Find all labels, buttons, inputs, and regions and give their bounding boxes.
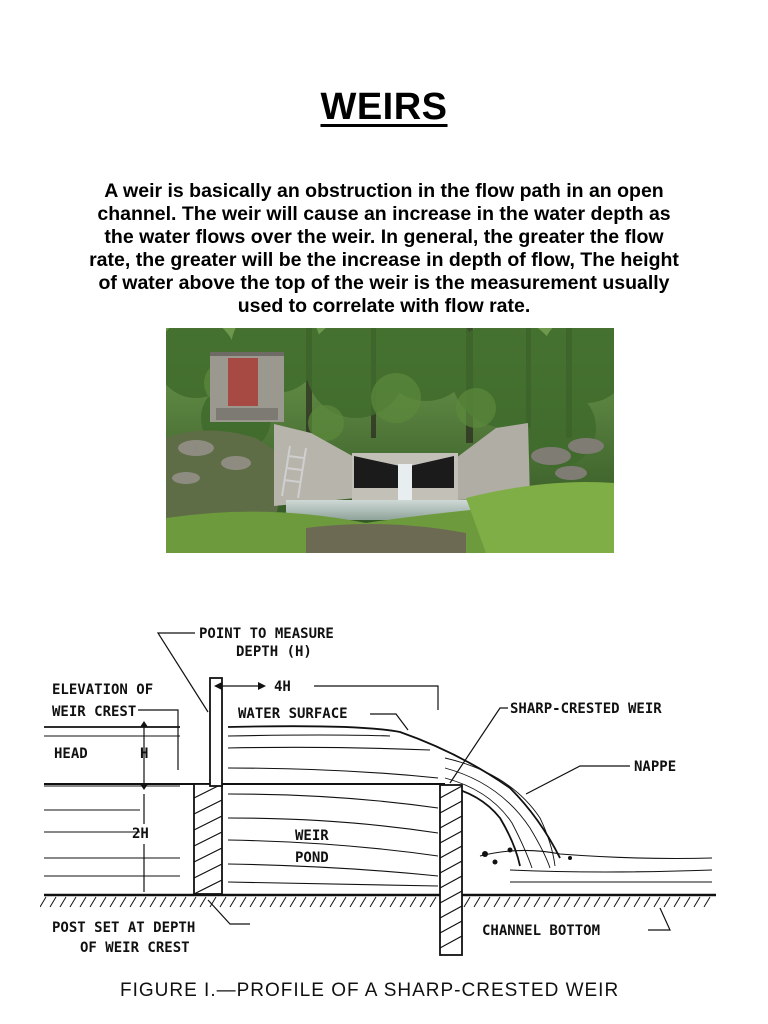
label-point-to-measure: POINT TO MEASURE [199, 626, 334, 642]
weir-profile-diagram [40, 618, 730, 1013]
label-nappe: NAPPE [634, 759, 677, 775]
weir-photo [166, 328, 614, 553]
label-depth-h: DEPTH (H) [236, 644, 312, 660]
label-head: HEAD [54, 746, 88, 762]
label-h: H [140, 746, 149, 762]
label-sharp-crested-weir: SHARP-CRESTED WEIR [510, 701, 662, 717]
page-title: WEIRS [320, 86, 448, 128]
label-of-weir-crest: OF WEIR CREST [80, 940, 190, 956]
label-elevation-of: ELEVATION OF [52, 682, 154, 698]
label-2h: 2H [132, 826, 149, 842]
label-pond: POND [295, 850, 329, 866]
label-4h: 4H [274, 679, 291, 695]
label-weir-crest: WEIR CREST [52, 704, 137, 720]
label-post-set: POST SET AT DEPTH [52, 920, 196, 936]
label-weir: WEIR [295, 828, 329, 844]
label-water-surface: WATER SURFACE [238, 706, 348, 722]
label-channel-bottom: CHANNEL BOTTOM [482, 923, 601, 939]
figure-caption: FIGURE I.—PROFILE OF A SHARP-CRESTED WEIR [120, 980, 620, 1001]
description-paragraph: A weir is basically an obstruction in the flow path in an open channel. The weir will cause an increase in the water depth as the water flows over the weir. In general, the greater the flow rate, the greater will be the increase in depth of flow, The height of water above the top of the weir is the measurement usually used to correlate with flow rate. [89, 180, 679, 317]
